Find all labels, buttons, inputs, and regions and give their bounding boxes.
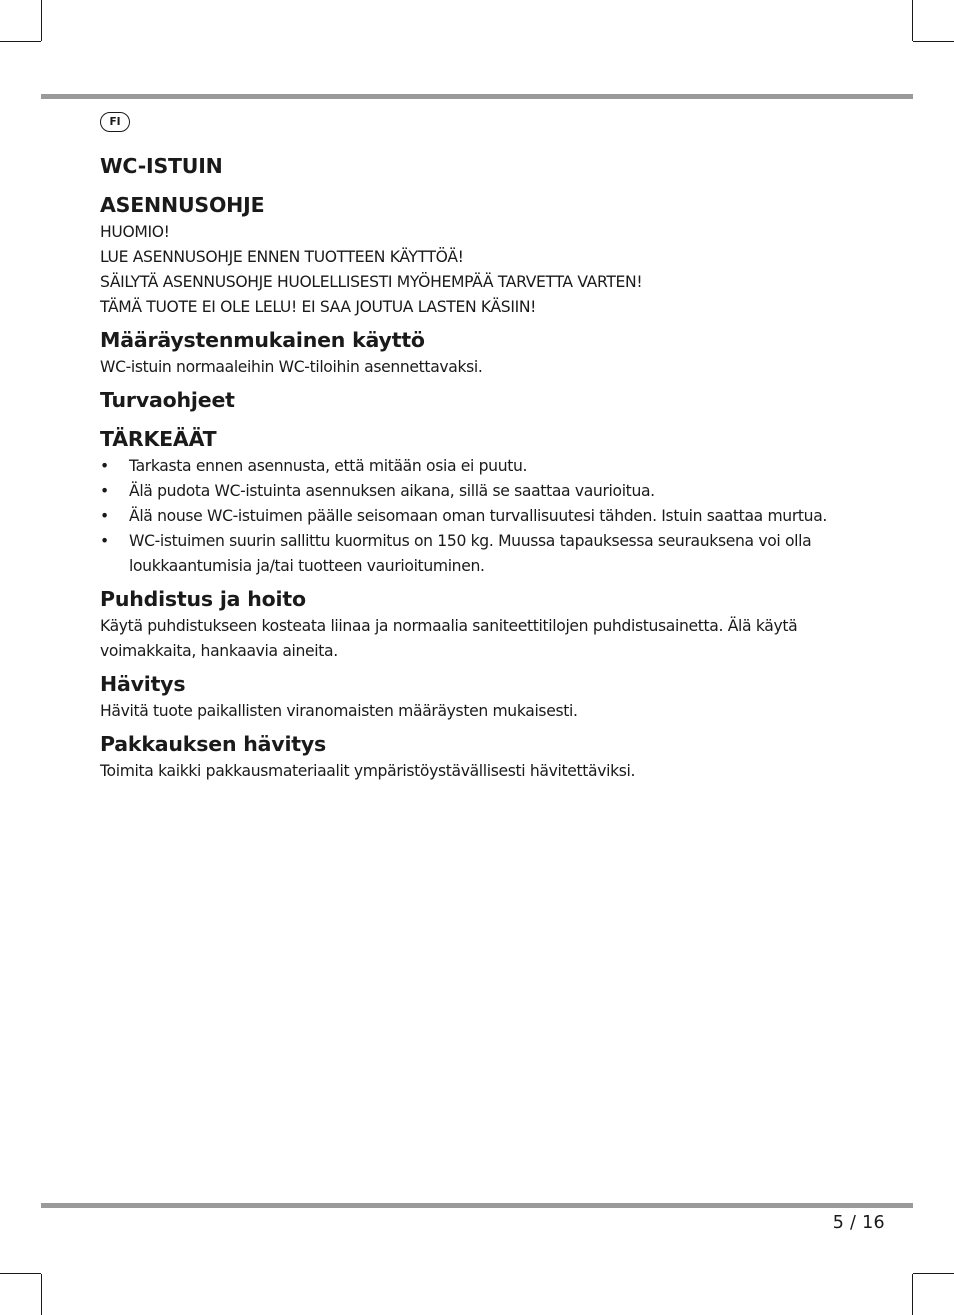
list-item: • WC-istuimen suurin sallittu kuormitus on 150 kg. Muussa tapauksessa seurauksena voi olla loukkaantumisia ja/tai tuotteen vaurioituminen. xyxy=(100,529,890,579)
section-heading-intended-use: Määräystenmukainen käyttö xyxy=(100,328,425,352)
section-heading-packaging-disposal: Pakkauksen hävitys xyxy=(100,732,327,756)
crop-mark-top-left-h xyxy=(0,41,41,42)
intended-use-text: WC-istuin normaaleihin WC-tiloihin asennettavaksi. xyxy=(100,358,483,376)
crop-mark-bottom-left-v xyxy=(41,1274,42,1315)
crop-mark-bottom-right-v xyxy=(912,1274,913,1315)
list-item: • Tarkasta ennen asennusta, että mitään osia ei puutu. xyxy=(100,454,890,479)
header-rule xyxy=(41,94,913,99)
section-packaging-disposal xyxy=(100,729,890,784)
packaging-disposal-text: Toimita kaikki pakkausmateriaalit ympäristöystävällisesti hävitettäviksi. xyxy=(100,762,636,780)
section-cleaning xyxy=(100,584,890,664)
language-badge: FI xyxy=(100,112,130,132)
assembly-line: TÄMÄ TUOTE EI OLE LELU! EI SAA JOUTUA LASTEN KÄSIIN! xyxy=(100,298,537,316)
cleaning-text: Käytä puhdistukseen kosteata liinaa ja normaalia saniteettitilojen puhdistusainetta. Älä käytä voimakkaita, hankaavia aineita. xyxy=(100,617,798,660)
crop-mark-bottom-right-h xyxy=(913,1273,954,1274)
section-heading-disposal: Hävitys xyxy=(100,672,186,696)
section-disposal xyxy=(100,669,890,724)
footer-rule xyxy=(41,1203,913,1208)
document-title: WC-ISTUIN xyxy=(100,154,223,178)
document-body xyxy=(100,151,890,784)
list-item: • Älä nouse WC-istuimen päälle seisomaan oman turvallisuutesi tähden. Istuin saattaa murtua. xyxy=(100,504,890,529)
crop-mark-top-right-v xyxy=(912,0,913,41)
disposal-text: Hävitä tuote paikallisten viranomaisten määräysten mukaisesti. xyxy=(100,702,578,720)
section-heading-cleaning: Puhdistus ja hoito xyxy=(100,587,306,611)
assembly-line: SÄILYTÄ ASENNUSOHJE HUOLELLISESTI MYÖHEMPÄÄ TARVETTA VARTEN! xyxy=(100,273,643,291)
section-heading-safety: Turvaohjeet xyxy=(100,388,235,412)
safety-list xyxy=(100,454,890,579)
crop-mark-bottom-left-h xyxy=(0,1273,41,1274)
assembly-line: LUE ASENNUSOHJE ENNEN TUOTTEEN KÄYTTÖÄ! xyxy=(100,248,464,266)
section-intended-use xyxy=(100,325,890,380)
assembly-line: HUOMIO! xyxy=(100,223,170,241)
section-safety xyxy=(100,385,890,579)
page-number: 5 / 16 xyxy=(832,1213,885,1233)
crop-mark-top-left-v xyxy=(41,0,42,41)
crop-mark-top-right-h xyxy=(913,41,954,42)
section-heading-assembly: ASENNUSOHJE xyxy=(100,193,265,217)
section-assembly xyxy=(100,190,890,320)
section-subheading-important: TÄRKEÄÄT xyxy=(100,427,217,451)
list-item: • Älä pudota WC-istuinta asennuksen aikana, sillä se saattaa vaurioitua. xyxy=(100,479,890,504)
